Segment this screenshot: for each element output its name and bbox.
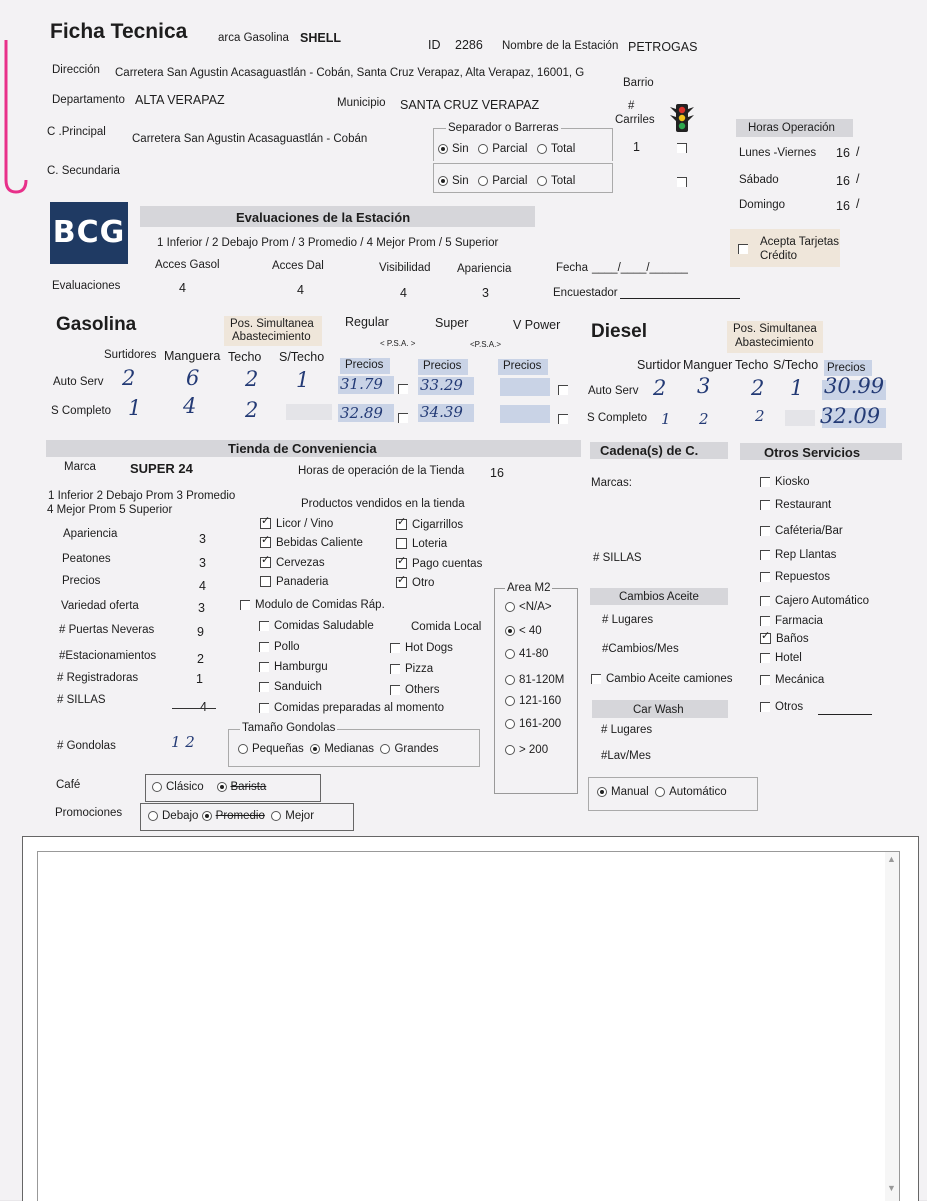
otros-restaurant-label: Restaurant bbox=[775, 499, 832, 511]
gas-autoserv-vpower-check[interactable] bbox=[558, 381, 573, 399]
prod-cigarrillos-label: Cigarrillos bbox=[412, 519, 464, 531]
manual-label: Manual bbox=[611, 786, 649, 798]
radio-sin-label: Sin bbox=[452, 143, 469, 155]
prod-loteria[interactable] bbox=[396, 538, 447, 550]
rating-precios-value: 4 bbox=[199, 579, 206, 593]
area-81-120-label: 81-120M bbox=[519, 674, 565, 686]
gas-autoserv-surtidores: 2 bbox=[122, 366, 136, 390]
tamano-grandes-radio[interactable] bbox=[380, 744, 390, 754]
radio-sin-label: Sin bbox=[452, 175, 469, 187]
modulo-comidas[interactable] bbox=[240, 599, 385, 611]
rating-precios-label: Precios bbox=[62, 575, 101, 587]
cambios-mes-label: #Cambios/Mes bbox=[602, 643, 679, 655]
otros-farmacia-label: Farmacia bbox=[775, 615, 823, 627]
area-na-label: <N/A> bbox=[519, 601, 552, 613]
prod-cervezas[interactable] bbox=[260, 557, 325, 569]
col-surtidor: Surtidor bbox=[637, 358, 681, 372]
checkbox-secundaria[interactable] bbox=[677, 173, 692, 191]
horas-dom-mark: / bbox=[856, 197, 860, 211]
comida-sanduich[interactable] bbox=[259, 681, 322, 693]
diesel-autoserv-manguer: 3 bbox=[697, 374, 711, 398]
lav-mes-label: #Lav/Mes bbox=[601, 750, 651, 762]
marca-label: arca Gasolina bbox=[218, 32, 289, 44]
comida-others[interactable] bbox=[390, 684, 440, 696]
col-surtidores: Surtidores bbox=[104, 349, 157, 361]
col-precios-diesel: Precios bbox=[827, 362, 866, 374]
comida-others-label: Others bbox=[405, 684, 440, 696]
comidas-preparadas-label: Comidas preparadas al momento bbox=[274, 702, 445, 714]
otros-hotel[interactable] bbox=[760, 652, 802, 664]
col-stecho-diesel: S/Techo bbox=[773, 358, 819, 372]
area-na[interactable] bbox=[505, 601, 552, 613]
prod-loteria-label: Loteria bbox=[412, 538, 448, 550]
otros-llantas-label: Rep Llantas bbox=[775, 549, 837, 561]
rating-estacionamientos-value: 2 bbox=[197, 652, 204, 666]
fecha-label: Fecha bbox=[556, 262, 588, 274]
gas-autoserv-manguera: 6 bbox=[186, 366, 200, 390]
otros-cafeteria-label: Caféteria/Bar bbox=[775, 525, 843, 537]
otros-cafeteria[interactable] bbox=[760, 525, 843, 537]
tamano-pequenas-radio[interactable] bbox=[238, 744, 248, 754]
comidas-saludable[interactable] bbox=[259, 620, 374, 632]
tienda-scale-2: 4 Mejor Prom 5 Superior bbox=[47, 504, 173, 516]
cambios-title: Cambios Aceite bbox=[619, 591, 699, 603]
horas-sab-label: Sábado bbox=[739, 174, 779, 186]
eval-acces-dal: 4 bbox=[297, 283, 304, 297]
radio-total-label: Total bbox=[550, 143, 576, 155]
regular-label: Regular bbox=[345, 315, 389, 329]
separador-label: Separador o Barreras bbox=[448, 122, 559, 134]
tamano-medianas-label: Medianas bbox=[324, 743, 375, 755]
tienda-marca-label: Marca bbox=[64, 461, 96, 473]
carwash-lugares-label: # Lugares bbox=[601, 724, 653, 736]
otros-banos[interactable] bbox=[760, 633, 809, 645]
separador-secundaria-radios bbox=[438, 175, 575, 187]
area-title: Area M2 bbox=[507, 582, 551, 594]
prod-cigarrillos[interactable] bbox=[396, 519, 463, 531]
separador-principal-radios bbox=[438, 143, 575, 155]
col-acces-dal: Acces Dal bbox=[272, 260, 324, 272]
area-121-160[interactable] bbox=[505, 695, 561, 707]
col-stecho: S/Techo bbox=[279, 350, 325, 364]
radio-parcial-principal[interactable] bbox=[478, 144, 488, 154]
prod-otro[interactable] bbox=[396, 577, 434, 589]
psa-regular: < P.S.A. > bbox=[380, 339, 416, 348]
col-acces-gasol: Acces Gasol bbox=[155, 259, 220, 271]
otros-kiosko-label: Kiosko bbox=[775, 476, 810, 488]
otros-repuestos-label: Repuestos bbox=[775, 571, 830, 583]
paper-clip-icon bbox=[0, 40, 30, 200]
diesel-title: Diesel bbox=[591, 321, 647, 342]
marcas-label: Marcas: bbox=[591, 477, 632, 489]
rating-puertas-value: 9 bbox=[197, 625, 204, 639]
cadena-sillas-label: # SILLAS bbox=[593, 552, 642, 564]
radio-total-principal[interactable] bbox=[537, 144, 547, 154]
col-techo: Techo bbox=[228, 350, 262, 364]
area-gt200-label: > 200 bbox=[519, 744, 549, 756]
rating-variedad-value: 3 bbox=[198, 601, 205, 615]
diesel-pos-label-2: Abastecimiento bbox=[735, 337, 814, 349]
tamano-title: Tamaño Gondolas bbox=[242, 722, 336, 734]
notes-textarea[interactable] bbox=[37, 851, 900, 1201]
comida-sanduich-label: Sanduich bbox=[274, 681, 322, 693]
diesel-scompleto-label: S Completo bbox=[587, 412, 648, 424]
radio-parcial-secundaria[interactable] bbox=[478, 176, 488, 186]
col-apariencia: Apariencia bbox=[457, 263, 512, 275]
automatico-label: Automático bbox=[669, 786, 727, 798]
rating-registradoras-value: 1 bbox=[196, 672, 203, 686]
super-label: Super bbox=[435, 316, 469, 330]
departamento-value: ALTA VERAPAZ bbox=[135, 93, 225, 107]
radio-parcial-label: Parcial bbox=[492, 175, 528, 187]
automatico-radio[interactable] bbox=[655, 787, 665, 797]
gas-scompleto-super-price: 34.39 bbox=[420, 403, 463, 421]
prod-pago-label: Pago cuentas bbox=[412, 558, 483, 570]
radio-total-secundaria[interactable] bbox=[537, 176, 547, 186]
prod-pago[interactable] bbox=[396, 558, 482, 570]
otros-mecanica-label: Mecánica bbox=[775, 674, 825, 686]
gas-scompleto-manguera: 4 bbox=[183, 394, 197, 418]
rating-puertas-label: # Puertas Neveras bbox=[59, 624, 155, 636]
precios-vpower-label: Precios bbox=[503, 360, 542, 372]
gas-scompleto-stecho-box bbox=[286, 404, 332, 420]
tienda-scale-1: 1 Inferior 2 Debajo Prom 3 Promedio bbox=[48, 490, 236, 502]
gas-scompleto-techo: 2 bbox=[245, 398, 259, 422]
departamento-label: Departamento bbox=[52, 94, 125, 106]
diesel-scompleto-techo: 2 bbox=[755, 407, 765, 425]
gas-scompleto-vpower-box bbox=[500, 405, 550, 423]
horas-sab-value: 16 bbox=[836, 174, 850, 188]
traffic-light-icon bbox=[670, 103, 694, 133]
comida-pizza[interactable] bbox=[390, 663, 433, 675]
col-manguer: Manguer bbox=[683, 358, 733, 372]
prod-cervezas-label: Cervezas bbox=[276, 557, 325, 569]
carwash-title: Car Wash bbox=[633, 704, 684, 716]
cambios-lugares-label: # Lugares bbox=[602, 614, 654, 626]
tienda-marca-value: SUPER 24 bbox=[130, 461, 193, 476]
promo-debajo-label: Debajo bbox=[162, 810, 199, 822]
rating-gondolas-label: # Gondolas bbox=[57, 740, 116, 752]
prod-panaderia[interactable] bbox=[260, 576, 328, 588]
promo-label: Promociones bbox=[55, 807, 123, 819]
marca-value: SHELL bbox=[300, 31, 341, 45]
area-lt40-label: < 40 bbox=[519, 625, 542, 637]
promo-promedio-label: Promedio bbox=[215, 810, 265, 822]
credito-label: Crédito bbox=[760, 250, 798, 262]
prod-bebidas[interactable] bbox=[260, 537, 363, 549]
gas-scompleto-regular-price: 32.89 bbox=[340, 404, 383, 422]
gas-scompleto-vpower-check[interactable] bbox=[558, 410, 573, 428]
gas-scompleto-label: S Completo bbox=[51, 405, 112, 417]
area-lt40[interactable] bbox=[505, 625, 542, 637]
prod-panaderia-label: Panaderia bbox=[276, 576, 329, 588]
col-manguera: Manguera bbox=[164, 349, 221, 363]
radio-sin-principal[interactable] bbox=[438, 144, 448, 154]
area-161-200-label: 161-200 bbox=[519, 718, 562, 730]
cafe-label: Café bbox=[56, 779, 81, 791]
direccion-label: Dirección bbox=[52, 64, 100, 76]
area-81-120[interactable] bbox=[505, 674, 564, 686]
area-gt200[interactable] bbox=[505, 744, 548, 756]
sillas-line bbox=[172, 708, 216, 709]
carriles-hash: # bbox=[628, 100, 635, 112]
comida-pollo[interactable] bbox=[259, 641, 300, 653]
psa-super: <P.S.A.> bbox=[470, 340, 501, 349]
comidas-saludable-label: Comidas Saludable bbox=[274, 620, 374, 632]
carriles-value: 1 bbox=[633, 140, 640, 154]
promo-promedio-radio[interactable] bbox=[202, 811, 212, 821]
id-label: ID bbox=[428, 38, 441, 52]
productos-label: Productos vendidos en la tienda bbox=[301, 498, 465, 510]
gas-autoserv-techo: 2 bbox=[245, 367, 259, 391]
cambio-camiones[interactable] bbox=[591, 673, 733, 685]
diesel-scompleto-surtidor: 1 bbox=[661, 410, 671, 428]
area-121-160-label: 121-160 bbox=[519, 695, 562, 707]
tienda-horas-value: 16 bbox=[490, 466, 504, 480]
bcg-logo: BCG bbox=[50, 202, 128, 264]
carriles-label: Carriles bbox=[615, 114, 655, 126]
horas-lv-label: Lunes -Viernes bbox=[739, 147, 817, 159]
cafe-clasico-label: Clásico bbox=[166, 781, 204, 793]
acepta-checkbox[interactable] bbox=[738, 240, 753, 258]
station-value: PETROGAS bbox=[628, 40, 698, 54]
comida-pollo-label: Pollo bbox=[274, 641, 300, 653]
cprincipal-value: Carretera San Agustin Acasaguastlán - Cobán bbox=[132, 133, 368, 145]
municipio-value: SANTA CRUZ VERAPAZ bbox=[400, 98, 540, 112]
prod-otro-label: Otro bbox=[412, 577, 435, 589]
encuestador-line bbox=[620, 298, 740, 299]
tamano-grandes-label: Grandes bbox=[394, 743, 439, 755]
cprincipal-label: C .Principal bbox=[47, 126, 106, 138]
otros-mecanica[interactable] bbox=[760, 674, 824, 686]
promo-mejor-radio[interactable] bbox=[271, 811, 281, 821]
rating-sillas-label: # SILLAS bbox=[57, 694, 106, 706]
gas-autoserv-vpower-box bbox=[500, 378, 550, 396]
otros-otros-line bbox=[818, 714, 872, 715]
rating-estacionamientos-label: #Estacionamientos bbox=[59, 650, 157, 662]
cafe-clasico-radio[interactable] bbox=[152, 782, 162, 792]
diesel-scompleto-price: 32.09 bbox=[820, 404, 881, 428]
otros-hotel-label: Hotel bbox=[775, 652, 802, 664]
prod-licor[interactable] bbox=[260, 518, 333, 530]
eval-visibilidad: 4 bbox=[400, 286, 407, 300]
tienda-horas-label: Horas de operación de la Tienda bbox=[298, 465, 465, 477]
diesel-scompleto-manguer: 2 bbox=[699, 410, 709, 428]
encuestador-label: Encuestador bbox=[553, 287, 618, 299]
gasolina-pos-label-1: Pos. Simultanea bbox=[230, 318, 314, 330]
otros-otros[interactable] bbox=[760, 701, 803, 713]
comida-hamburgu-label: Hamburgu bbox=[274, 661, 328, 673]
id-value: 2286 bbox=[455, 38, 483, 52]
otros-repuestos[interactable] bbox=[760, 571, 830, 583]
tamano-pequenas-label: Pequeñas bbox=[252, 743, 304, 755]
radio-sin-secundaria[interactable] bbox=[438, 176, 448, 186]
rating-registradoras-label: # Registradoras bbox=[57, 672, 139, 684]
gas-autoserv-super-price: 33.29 bbox=[420, 376, 463, 394]
horas-dom-value: 16 bbox=[836, 199, 850, 213]
gasolina-pos-label-2: Abastecimiento bbox=[232, 331, 311, 343]
tamano-medianas-radio[interactable] bbox=[310, 744, 320, 754]
rating-peatones-label: Peatones bbox=[62, 553, 111, 565]
otros-cajero[interactable] bbox=[760, 595, 869, 607]
diesel-pos-label-1: Pos. Simultanea bbox=[733, 323, 817, 335]
municipio-label: Municipio bbox=[337, 97, 386, 109]
prod-licor-label: Licor / Vino bbox=[276, 518, 334, 530]
comida-local-label: Comida Local bbox=[411, 621, 482, 633]
gas-scompleto-regular-check[interactable] bbox=[398, 409, 413, 427]
cadena-title: Cadena(s) de C. bbox=[600, 443, 699, 458]
gas-autoserv-stecho: 1 bbox=[296, 368, 310, 392]
evaluaciones-scale: 1 Inferior / 2 Debajo Prom / 3 Promedio / 4 Mejor Prom / 5 Superior bbox=[157, 237, 499, 249]
scroll-up-icon[interactable]: ▲ bbox=[887, 854, 896, 864]
col-techo-diesel: Techo bbox=[735, 358, 769, 372]
gas-autoserv-regular-check[interactable] bbox=[398, 380, 413, 398]
otros-otros-label: Otros bbox=[775, 701, 804, 713]
checkbox-principal[interactable] bbox=[677, 139, 692, 157]
diesel-autoserv-price: 30.99 bbox=[824, 374, 885, 398]
vpower-label: V Power bbox=[513, 318, 561, 332]
cambio-camiones-label: Cambio Aceite camiones bbox=[606, 673, 733, 685]
horas-sab-mark: / bbox=[856, 172, 860, 186]
rating-gondolas-value: 1 2 bbox=[171, 733, 195, 751]
gasolina-title: Gasolina bbox=[56, 314, 137, 335]
radio-parcial-label: Parcial bbox=[492, 143, 528, 155]
diesel-scompleto-stecho-box bbox=[785, 410, 815, 426]
precios-regular-label: Precios bbox=[345, 359, 384, 371]
scroll-down-icon[interactable]: ▼ bbox=[887, 1183, 896, 1193]
otros-farmacia[interactable] bbox=[760, 615, 823, 627]
otros-cajero-label: Cajero Automático bbox=[775, 595, 869, 607]
promo-radios bbox=[148, 810, 314, 822]
carwash-mode-radios bbox=[597, 786, 727, 798]
cafe-barista-label: Barista bbox=[230, 781, 267, 793]
barrio-label: Barrio bbox=[623, 77, 654, 89]
rating-apariencia-value: 3 bbox=[199, 532, 206, 546]
horas-lv-mark: / bbox=[856, 145, 860, 159]
otros-llantas[interactable] bbox=[760, 549, 836, 561]
horas-dom-label: Domingo bbox=[739, 199, 786, 211]
tamano-radios bbox=[238, 743, 439, 755]
evaluaciones-row-label: Evaluaciones bbox=[52, 280, 121, 292]
area-161-200[interactable] bbox=[505, 718, 561, 730]
otros-kiosko[interactable] bbox=[760, 476, 810, 488]
gas-autoserv-regular-price: 31.79 bbox=[340, 375, 383, 393]
precios-super-label: Precios bbox=[423, 360, 462, 372]
rating-sillas-value: 4 bbox=[200, 700, 207, 714]
comida-pizza-label: Pizza bbox=[405, 663, 434, 675]
eval-apariencia: 3 bbox=[482, 286, 489, 300]
promo-mejor-label: Mejor bbox=[285, 810, 315, 822]
col-visibilidad: Visibilidad bbox=[379, 262, 431, 274]
fecha-value: ____/____/______ bbox=[592, 262, 688, 274]
comida-hotdogs-label: Hot Dogs bbox=[405, 642, 453, 654]
area-41-80-label: 41-80 bbox=[519, 648, 549, 660]
diesel-autoserv-label: Auto Serv bbox=[588, 385, 639, 397]
notes-scrollbar[interactable] bbox=[885, 852, 899, 1201]
evaluaciones-title: Evaluaciones de la Estación bbox=[236, 210, 411, 225]
diesel-autoserv-techo: 2 bbox=[751, 376, 765, 400]
modulo-comidas-label: Modulo de Comidas Ráp. bbox=[255, 599, 385, 611]
comida-hamburgu[interactable] bbox=[259, 661, 328, 673]
acepta-label: Acepta Tarjetas bbox=[760, 236, 840, 248]
comidas-preparadas[interactable] bbox=[259, 702, 444, 714]
manual-radio[interactable] bbox=[597, 787, 607, 797]
gas-autoserv-label: Auto Serv bbox=[53, 376, 104, 388]
promo-debajo-radio[interactable] bbox=[148, 811, 158, 821]
diesel-autoserv-surtidor: 2 bbox=[653, 376, 667, 400]
diesel-autoserv-stecho: 1 bbox=[790, 376, 804, 400]
direccion-value: Carretera San Agustin Acasaguastlán - Cobán, Santa Cruz Verapaz, Alta Verapaz, 16001, G bbox=[115, 67, 585, 79]
tienda-title: Tienda de Conveniencia bbox=[228, 441, 377, 456]
horas-title: Horas Operación bbox=[748, 122, 835, 134]
station-label: Nombre de la Estación bbox=[502, 40, 619, 52]
horas-lv-value: 16 bbox=[836, 146, 850, 160]
area-41-80[interactable] bbox=[505, 648, 548, 660]
otros-restaurant[interactable] bbox=[760, 499, 831, 511]
rating-variedad-label: Variedad oferta bbox=[61, 600, 139, 612]
notes-area[interactable] bbox=[22, 836, 919, 1201]
radio-total-label: Total bbox=[550, 175, 576, 187]
otros-banos-label: Baños bbox=[776, 633, 809, 645]
prod-bebidas-label: Bebidas Caliente bbox=[276, 537, 363, 549]
eval-acces-gasol: 4 bbox=[179, 281, 186, 295]
gas-scompleto-surtidores: 1 bbox=[128, 396, 142, 420]
rating-peatones-value: 3 bbox=[199, 556, 206, 570]
csecundaria-label: C. Secundaria bbox=[47, 165, 120, 177]
comida-hotdogs[interactable] bbox=[390, 642, 453, 654]
cafe-radios bbox=[152, 781, 266, 793]
rating-apariencia-label: Apariencia bbox=[63, 528, 118, 540]
page-title: Ficha Tecnica bbox=[50, 20, 188, 43]
area-group bbox=[494, 588, 578, 794]
cafe-barista-radio[interactable] bbox=[217, 782, 227, 792]
otros-title: Otros Servicios bbox=[764, 445, 861, 460]
